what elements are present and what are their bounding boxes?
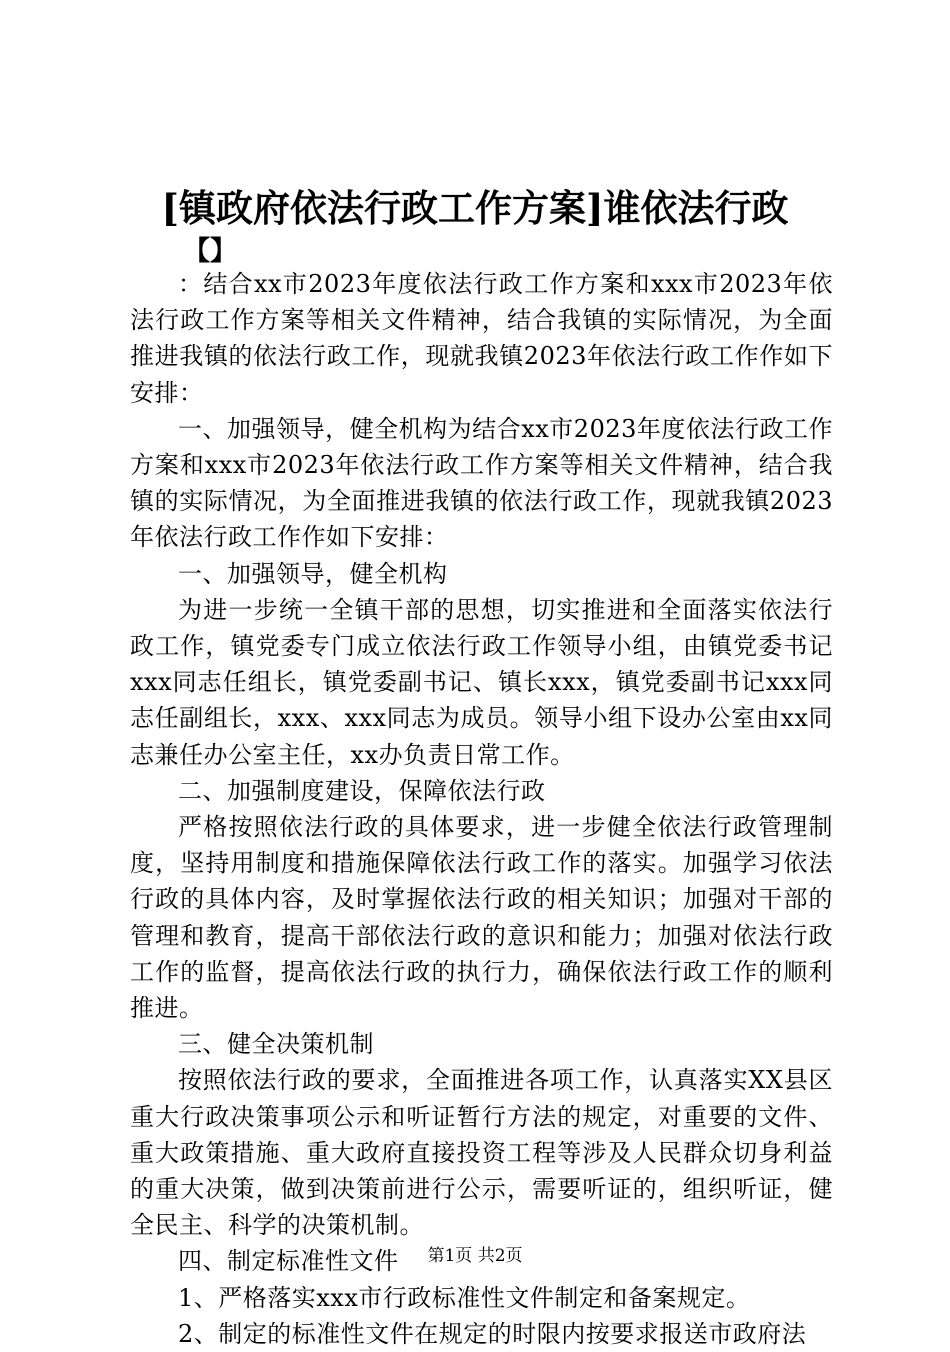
- page-footer: 第1页 共2页: [427, 1246, 523, 1266]
- paragraph: ：结合xx市2023年度依法行政工作方案和xxx市2023年依法行政工作方案等相关文件精神，结合我镇的实际情况，为全面推进我镇的依法行政工作，现就我镇2023年依法行政工作作如下安排：: [130, 270, 833, 407]
- document-subtitle: 【】: [183, 236, 237, 267]
- list-item: 2、制定的标准性文件在规定的时限内按要求报送市政府法: [178, 1319, 807, 1348]
- section-heading: 四、制定标准性文件: [178, 1247, 399, 1276]
- section-heading: 三、健全决策机制: [178, 1030, 374, 1059]
- paragraph: 按照依法行政的要求，全面推进各项工作，认真落实XX县区重大行政决策事项公示和听证暂行方法的规定，对重要的文件、重大政策措施、重大政府直接投资工程等涉及人民群众切身利益的重大决策，做到决策前进行公示，需要听证的，组织听证，健全民主、科学的决策机制。: [130, 1066, 833, 1240]
- paragraph: 为进一步统一全镇干部的思想，切实推进和全面落实依法行政工作，镇党委专门成立依法行政工作领导小组，由镇党委书记xxx同志任组长，镇党委副书记、镇长xxx，镇党委副书记xxx同志任副组长，xxx、xxx同志为成员。领导小组下设办公室由xx同志兼任办公室主任，xx办负责日常工作。: [130, 595, 833, 769]
- document-title: [镇政府依法行政工作方案]谁依法行政: [161, 186, 789, 230]
- document-body: [130, 266, 833, 1352]
- paragraph: 一、加强领导，健全机构为结合xx市2023年度依法行政工作方案和xxx市2023年依法行政工作方案等相关文件精神，结合我镇的实际情况，为全面推进我镇的依法行政工作，现就我镇2023年依法行政工作作如下安排：: [130, 414, 833, 552]
- paragraph: 严格按照依法行政的具体要求，进一步健全依法行政管理制度，坚持用制度和措施保障依法行政工作的落实。加强学习依法行政的具体内容，及时掌握依法行政的相关知识；加强对干部的管理和教育，提高干部依法行政的意识和能力；加强对依法行政工作的监督，提高依法行政的执行力，确保依法行政工作的顺利推进。: [130, 813, 833, 1023]
- section-heading: 二、加强制度建设，保障依法行政: [178, 776, 546, 805]
- section-heading: 一、加强领导，健全机构: [178, 559, 448, 588]
- list-item: 1、严格落实xxx市行政标准性文件制定和备案规定。: [178, 1283, 751, 1312]
